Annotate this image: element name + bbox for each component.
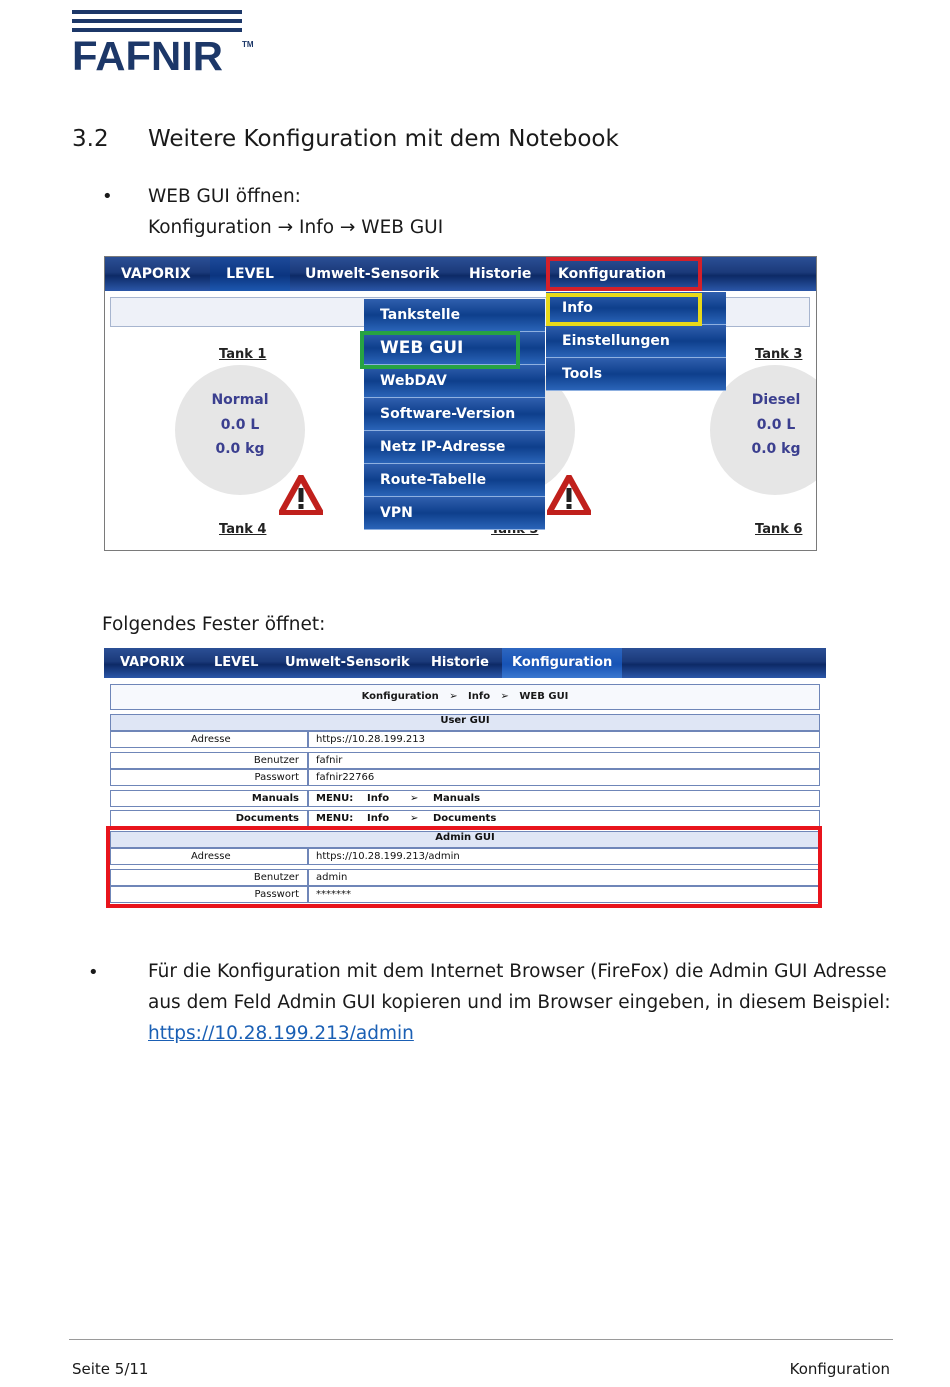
nav-bar (105, 257, 816, 291)
menu-software-version[interactable]: Software-Version (364, 398, 545, 431)
section-number: 3.2 (72, 126, 109, 152)
highlight-web-gui (360, 331, 520, 369)
breadcrumb: Konfiguration ➢ Info ➢ WEB GUI (110, 684, 820, 710)
menu-route-tabelle[interactable]: Route-Tabelle (364, 464, 545, 497)
nav-konfiguration[interactable]: Konfiguration (502, 648, 622, 678)
tank1-mass: 0.0 kg (215, 441, 265, 457)
tank1-label: Tank 1 (219, 347, 267, 362)
bullet: • (88, 962, 99, 983)
nav-historie[interactable]: Historie (431, 655, 489, 670)
menu-web-gui[interactable]: WEB GUI (364, 332, 545, 365)
section-title: Weitere Konfiguration mit dem Notebook (148, 126, 619, 152)
nav-vaporix[interactable]: VAPORIX (121, 266, 191, 282)
tank3-mass: 0.0 kg (751, 441, 801, 457)
nav-level[interactable]: LEVEL (210, 257, 290, 291)
warning-icon (279, 475, 323, 519)
fafnir-logo: FAFNIR TM (72, 10, 254, 76)
admin-adresse-row: Adresse https://10.28.199.213/admin (110, 848, 820, 865)
tank3-label: Tank 3 (755, 347, 803, 362)
admin-gui-header: Admin GUI (110, 831, 820, 848)
user-benutzer-row: Benutzer fafnir (110, 752, 820, 769)
manuals-row: Manuals MENU: Info ➢ Manuals (110, 790, 820, 807)
webgui-screenshot (104, 648, 826, 911)
step1-line2: Konfiguration → Info → WEB GUI (148, 217, 444, 238)
nav-level[interactable]: LEVEL (214, 655, 259, 670)
menu-netz-ip[interactable]: Netz IP-Adresse (364, 431, 545, 464)
user-passwort-row: Passwort fafnir22766 (110, 769, 820, 786)
highlight-admin-gui (106, 826, 822, 908)
menu-info[interactable]: Info (546, 292, 726, 325)
admin-benutzer-row: Benutzer admin (110, 869, 820, 886)
menu-webdav[interactable]: WebDAV (364, 365, 545, 398)
footer-chapter: Konfiguration (789, 1360, 890, 1378)
tank1-volume: 0.0 L (220, 417, 260, 433)
tank4-label: Tank 4 (219, 522, 267, 537)
menu-screenshot (104, 256, 817, 551)
nav-umwelt[interactable]: Umwelt-Sensorik (285, 655, 410, 670)
tank3-volume: 0.0 L (756, 417, 796, 433)
highlight-info (546, 293, 702, 326)
step2-line2: aus dem Feld Admin GUI kopieren und im Browser eingeben, in diesem Beispiel: (148, 992, 891, 1013)
menu-vpn[interactable]: VPN (364, 497, 545, 530)
footer-divider (69, 1339, 893, 1340)
user-adresse-row: Adresse https://10.28.199.213 (110, 731, 820, 748)
admin-link[interactable]: https://10.28.199.213/admin (148, 1023, 414, 1044)
nav-bar (104, 648, 826, 678)
nav-vaporix[interactable]: VAPORIX (120, 655, 185, 670)
bullet: • (102, 186, 113, 207)
user-gui-header: User GUI (110, 714, 820, 731)
tank3-product: Diesel (751, 392, 801, 408)
nav-konfiguration[interactable]: Konfiguration (558, 266, 666, 282)
highlight-konfiguration (546, 257, 702, 291)
step2-line1: Für die Konfiguration mit dem Internet Browser (FireFox) die Admin GUI Adresse (148, 961, 887, 982)
nav-historie[interactable]: Historie (469, 266, 532, 282)
nav-umwelt[interactable]: Umwelt-Sensorik (305, 266, 440, 282)
tank6-label: Tank 6 (755, 522, 803, 537)
page-number: Seite 5/11 (72, 1360, 149, 1378)
tank1-product: Normal (211, 392, 269, 408)
admin-passwort-row: Passwort ******* (110, 886, 820, 903)
documents-row: Documents MENU: Info ➢ Documents (110, 810, 820, 827)
menu-einstellungen[interactable]: Einstellungen (546, 325, 726, 358)
warning-icon (547, 475, 591, 519)
menu-tankstelle[interactable]: Tankstelle (364, 299, 545, 332)
menu-tools[interactable]: Tools (546, 358, 726, 391)
step1-line1: WEB GUI öffnen: (148, 186, 301, 207)
caption: Folgendes Fester öffnet: (102, 614, 326, 635)
